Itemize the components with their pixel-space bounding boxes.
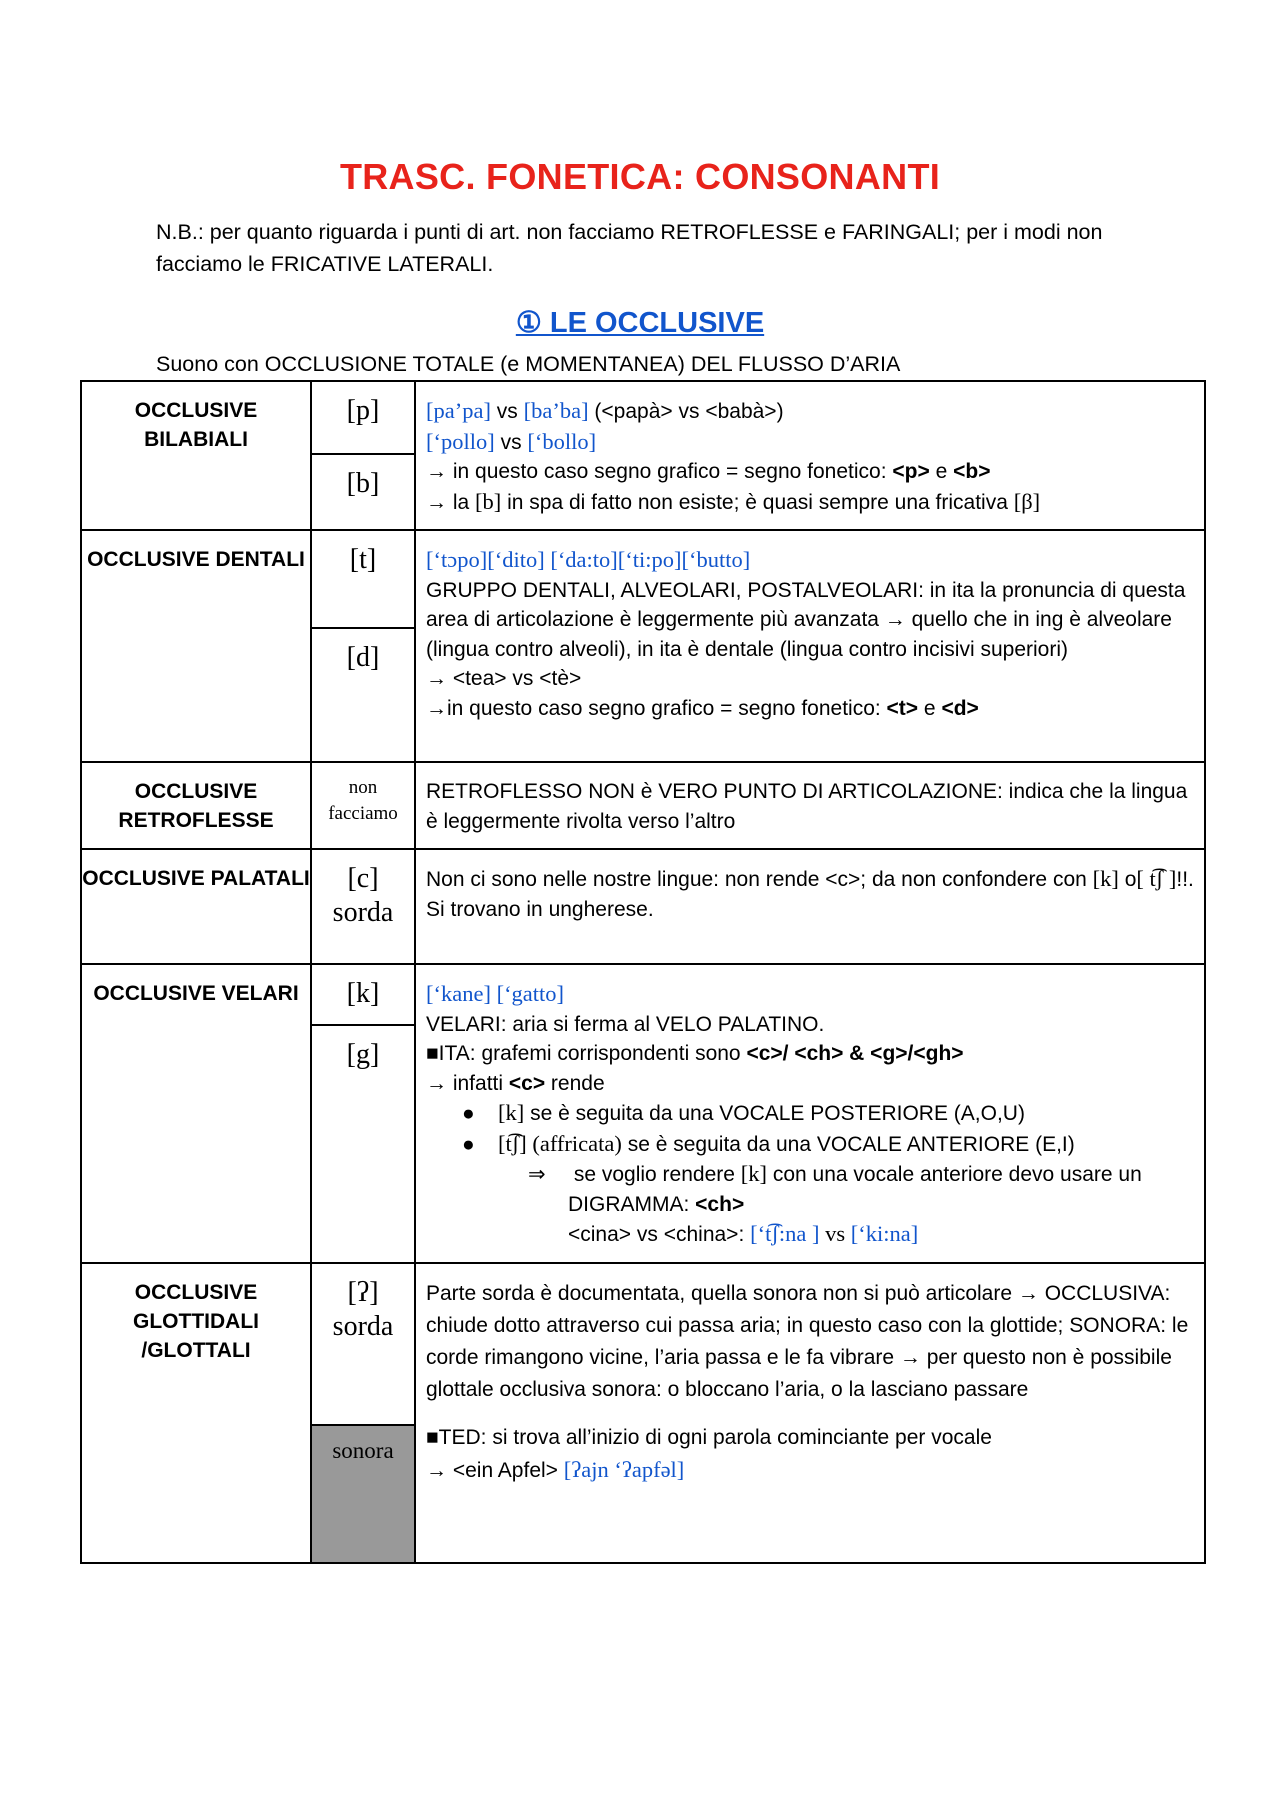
ipa-k: [k]: [1092, 866, 1119, 891]
palatali-text: Non ci sono nelle nostre lingue: non rende <c>; da non confondere con: [426, 868, 1093, 891]
ipa-examples: [‘tɔpo][‘dito] [‘da:to][‘ti:po][‘butto]: [426, 547, 751, 572]
desc-dentali: [415, 530, 1205, 762]
ipa-examples: [‘kane] [‘gatto]: [426, 981, 565, 1006]
intro-text: Suono con OCCLUSIONE TOTALE (e MOMENTANEA) DEL FLUSSO D’ARIA: [156, 352, 901, 376]
and-text: e: [929, 460, 954, 483]
desc-velari: [415, 964, 1205, 1263]
symbol-k: [k]: [311, 964, 415, 1025]
ipa-papa: [pa’pa]: [426, 398, 491, 423]
or-text: o: [1118, 868, 1137, 891]
glottidali-explanation: Parte sorda è documentata, quella sonora non si può articolare → OCCLUSIVA: chiude dotto attraverso cui passa aria; in questo caso con la glottide; SONORA: le corde rimangono vicine, l’aria passa e le fa vibrare → per questo non è possibile glottale occlusiva sonora: o bloccano l’aria, o la lasciano passare: [426, 1281, 1189, 1401]
vs-text: vs: [819, 1221, 851, 1246]
bullet-text: se è seguita da una VOCALE POSTERIORE (A,O,U): [524, 1102, 1025, 1125]
ipa-beta: [β]: [1013, 488, 1041, 514]
graphemes: <c>/ <ch> & <g>/<gh>: [746, 1042, 964, 1065]
double-arrow-icon: ⇒: [528, 1163, 546, 1186]
sub-bullet: [426, 1159, 1194, 1219]
grapheme-t: <t>: [886, 696, 919, 720]
symbol-c: [311, 849, 415, 964]
infatti-text: → infatti: [426, 1071, 509, 1095]
section-heading: ① LE OCCLUSIVE: [515, 307, 765, 339]
rule-text: →in questo caso segno grafico = segno fonetico:: [426, 696, 887, 720]
label-retroflesse: OCCLUSIVE RETROFLESSE: [81, 762, 311, 849]
bullet-text: se è seguita da una VOCALE ANTERIORE (E,I): [621, 1132, 1075, 1156]
sub-bullet-example: [426, 1219, 1194, 1250]
ita-text: ■ITA: grafemi corrispondenti sono: [426, 1042, 747, 1065]
sub-text: se voglio rendere: [568, 1163, 741, 1186]
grapheme-d: <d>: [941, 696, 979, 720]
label-bilabiali: OCCLUSIVE BILABIALI: [81, 381, 311, 530]
ipa-pollo: [‘pollo]: [426, 428, 495, 454]
dentali-example: → <tea> vs <tè>: [426, 667, 582, 690]
symbol-glottal-stop: [311, 1263, 415, 1425]
symbol-glottal-sorda: sorda: [332, 1310, 394, 1342]
row-glottidali: [81, 1263, 1205, 1425]
ipa-tsh: [ t͡ʃ ]: [1136, 866, 1177, 891]
and-text: e: [918, 696, 942, 720]
label-velari: OCCLUSIVE VELARI: [81, 964, 311, 1263]
row-dentali: [81, 530, 1205, 628]
palatali-note: Si trovano in ungherese.: [426, 897, 654, 921]
vs-text: vs: [494, 430, 528, 454]
symbol-c-ipa: [c]: [347, 863, 379, 894]
symbol-c-sorda: sorda: [332, 897, 394, 928]
symbol-non-facciamo: non facciamo: [311, 762, 415, 849]
vs-text: vs: [490, 400, 524, 423]
note-text: in spa di fatto non esiste; è quasi sempre una fricativa: [501, 490, 1014, 514]
symbol-p: [p]: [311, 381, 415, 454]
bullet-item: [426, 1129, 1194, 1160]
symbol-b: [b]: [311, 454, 415, 530]
rule-text: → in questo caso segno grafico = segno fonetico:: [426, 460, 893, 483]
grapheme-c: <c>: [508, 1071, 546, 1095]
desc-palatali: [415, 849, 1205, 964]
note-text: → la: [426, 490, 476, 514]
label-dentali: OCCLUSIVE DENTALI: [81, 530, 311, 762]
velari-definition: VELARI: aria si ferma al VELO PALATINO.: [426, 1012, 825, 1036]
page-title: TRASC. FONETICA: CONSONANTI: [339, 156, 941, 197]
desc-bilabiali: [415, 381, 1205, 530]
row-palatali: [81, 849, 1205, 964]
ipa-tsh-affricata: [t͡ʃ] (affricata): [498, 1130, 622, 1156]
row-retroflesse: [81, 762, 1205, 849]
symbol-d: [d]: [311, 628, 415, 762]
symbol-t: [t]: [311, 530, 415, 628]
ipa-k: [k]: [498, 1100, 525, 1125]
example-text: (<papà> vs <babà>): [588, 400, 784, 423]
occlusive-table: [80, 380, 1206, 1564]
symbol-g: [g]: [311, 1025, 415, 1263]
ipa-bollo: [‘bollo]: [527, 428, 597, 454]
bullet-item: [426, 1098, 1194, 1129]
bullet-dot-icon: ●: [462, 1102, 475, 1125]
example-text: → <ein Apfel>: [426, 1458, 564, 1482]
grapheme-p: <p>: [892, 460, 930, 483]
desc-glottidali: [415, 1263, 1205, 1563]
ipa-baba: [ba’ba]: [523, 398, 589, 423]
row-velari: [81, 964, 1205, 1025]
bullet-dot-icon: ●: [462, 1132, 475, 1156]
ted-text: ■TED: si trova all’inizio di ogni parola cominciante per vocale: [426, 1425, 992, 1449]
symbol-sonora: sonora: [311, 1425, 415, 1563]
symbol-glottal-ipa: [ʔ]: [347, 1276, 379, 1308]
ipa-ein-apfel: [ʔajn ‘ʔapfəl]: [563, 1456, 685, 1482]
sub-text: con una vocale anteriore devo usare un DIGRAMMA:: [568, 1163, 1142, 1216]
exclamation: !!.: [1176, 868, 1194, 891]
row-bilabiali: [81, 381, 1205, 454]
ipa-b: [b]: [475, 488, 502, 514]
grapheme-b: <b>: [953, 460, 991, 483]
ipa-cina: [‘t͡ʃ:na ]: [750, 1221, 820, 1246]
note-paragraph: N.B.: per quanto riguarda i punti di art. non facciamo RETROFLESSE e FARINGALI; per i modi non facciamo le FRICATIVE LATERALI.: [156, 220, 1103, 276]
digraph-ch: <ch>: [695, 1192, 745, 1216]
label-glottidali: OCCLUSIVE GLOTTIDALI /GLOTTALI: [81, 1263, 311, 1563]
rende-text: rende: [545, 1071, 605, 1095]
ipa-k: [k]: [740, 1161, 768, 1186]
label-palatali: OCCLUSIVE PALATALI: [81, 849, 311, 964]
example-text: <cina> vs <china>:: [568, 1223, 751, 1246]
desc-retroflesse: RETROFLESSO NON è VERO PUNTO DI ARTICOLAZIONE: indica che la lingua è leggermente rivolta verso l’altro: [415, 762, 1205, 849]
dentali-explanation: GRUPPO DENTALI, ALVEOLARI, POSTALVEOLARI: in ita la pronuncia di questa area di articolazione è leggermente più avanzata → quello che in ing è alveolare (lingua contro alveoli), in ita è dentale (lingua contro incisivi superiori): [426, 578, 1186, 661]
ipa-china: [‘ki:na]: [850, 1221, 919, 1246]
